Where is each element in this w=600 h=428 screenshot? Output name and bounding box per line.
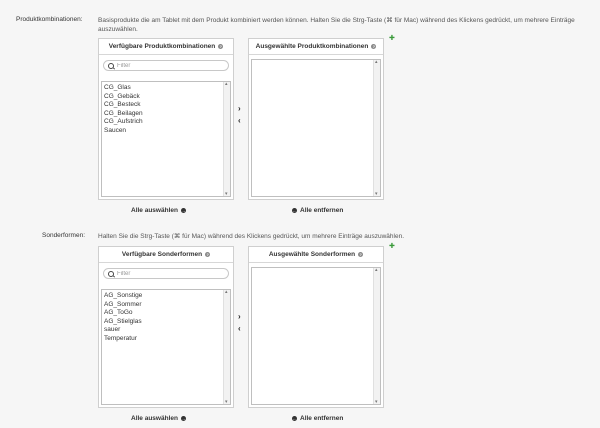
arrow-right-icon: → — [181, 416, 186, 421]
sonderformen-description: Halten Sie die Strg-Taste (⌘ für Mac) während des Klickens gedrückt, um mehrere Einträge auszuwählen. — [98, 233, 405, 240]
help-icon[interactable]: ? — [372, 44, 376, 49]
panel-header — [99, 247, 233, 263]
list-item[interactable]: CG_Gebäck — [104, 92, 140, 100]
filter-input[interactable] — [114, 271, 217, 277]
list-item[interactable]: AG_Stielglas — [104, 317, 142, 325]
selected-combinations-panel — [248, 38, 384, 200]
list-item[interactable]: AG_Sonstige — [104, 292, 143, 299]
move-left-icon[interactable]: ‹ — [238, 324, 241, 333]
remove-all-label: Alle entfernen — [300, 207, 344, 214]
available-list[interactable] — [101, 81, 231, 197]
filter-field[interactable] — [103, 268, 229, 279]
move-right-icon[interactable]: › — [238, 312, 241, 321]
remove-all-button[interactable] — [292, 207, 343, 214]
list-item[interactable]: Saucen — [104, 126, 127, 134]
help-icon[interactable]: ? — [359, 252, 362, 257]
list-item[interactable]: sauer — [104, 326, 121, 334]
scrollbar[interactable] — [223, 82, 230, 196]
panel-title: Ausgewählte Produktkombinationen — [255, 43, 369, 50]
search-icon — [108, 63, 114, 69]
select-all-label: Alle auswählen — [131, 415, 178, 422]
scrollbar[interactable] — [373, 268, 380, 404]
help-icon[interactable]: ? — [206, 252, 209, 257]
move-left-icon[interactable]: ‹ — [238, 116, 241, 125]
list-item[interactable]: AG_Sommer — [104, 300, 142, 308]
sonderformen-label: Sonderformen: — [42, 232, 85, 239]
panel-title: Verfügbare Sonderformen — [121, 251, 203, 258]
list-item[interactable]: CG_Glas — [104, 84, 131, 91]
arrow-left-icon: ← — [292, 416, 297, 421]
filter-input[interactable] — [114, 63, 217, 69]
list-item[interactable]: CG_Beilagen — [104, 109, 143, 117]
selected-list[interactable] — [251, 267, 381, 405]
arrow-right-icon: → — [181, 208, 186, 213]
filter-field[interactable] — [103, 60, 229, 71]
produktkombinationen-label: Produktkombinationen: — [16, 16, 83, 23]
available-list[interactable] — [101, 289, 231, 405]
help-icon[interactable]: ? — [219, 44, 222, 49]
available-specialforms-panel — [98, 246, 234, 408]
panel-title: Verfügbare Produktkombinationen — [108, 43, 216, 50]
panel-title: Ausgewählte Sonderformen — [268, 251, 356, 258]
select-all-button[interactable] — [131, 207, 186, 214]
produktkombinationen-description: Basisprodukte die am Tablet mit dem Produkt kombiniert werden können. Halten Sie die Strg-Taste (⌘ für Mac) während des Klickens gedrückt, um mehrere Einträge auszuwählen. — [98, 17, 575, 33]
add-icon[interactable]: ✚ — [389, 243, 395, 250]
scrollbar[interactable] — [223, 290, 230, 404]
add-icon[interactable]: ✚ — [389, 35, 395, 42]
arrow-left-icon: ← — [292, 208, 297, 213]
move-right-icon[interactable]: › — [238, 104, 241, 113]
search-icon — [108, 271, 114, 277]
panel-header — [249, 39, 383, 55]
select-all-label: Alle auswählen — [131, 207, 178, 214]
selected-list[interactable] — [251, 59, 381, 197]
available-combinations-panel — [98, 38, 234, 200]
list-item[interactable]: Temperatur — [104, 334, 137, 342]
panel-header — [99, 39, 233, 55]
remove-all-label: Alle entfernen — [300, 415, 344, 422]
panel-header — [249, 247, 383, 263]
select-all-button[interactable] — [131, 415, 186, 422]
list-item[interactable]: CG_Aufstrich — [104, 118, 143, 126]
list-item[interactable]: CG_Besteck — [104, 101, 141, 109]
selected-specialforms-panel — [248, 246, 384, 408]
list-item[interactable]: AG_ToGo — [104, 309, 133, 317]
remove-all-button[interactable] — [292, 415, 343, 422]
scrollbar[interactable] — [373, 60, 380, 196]
